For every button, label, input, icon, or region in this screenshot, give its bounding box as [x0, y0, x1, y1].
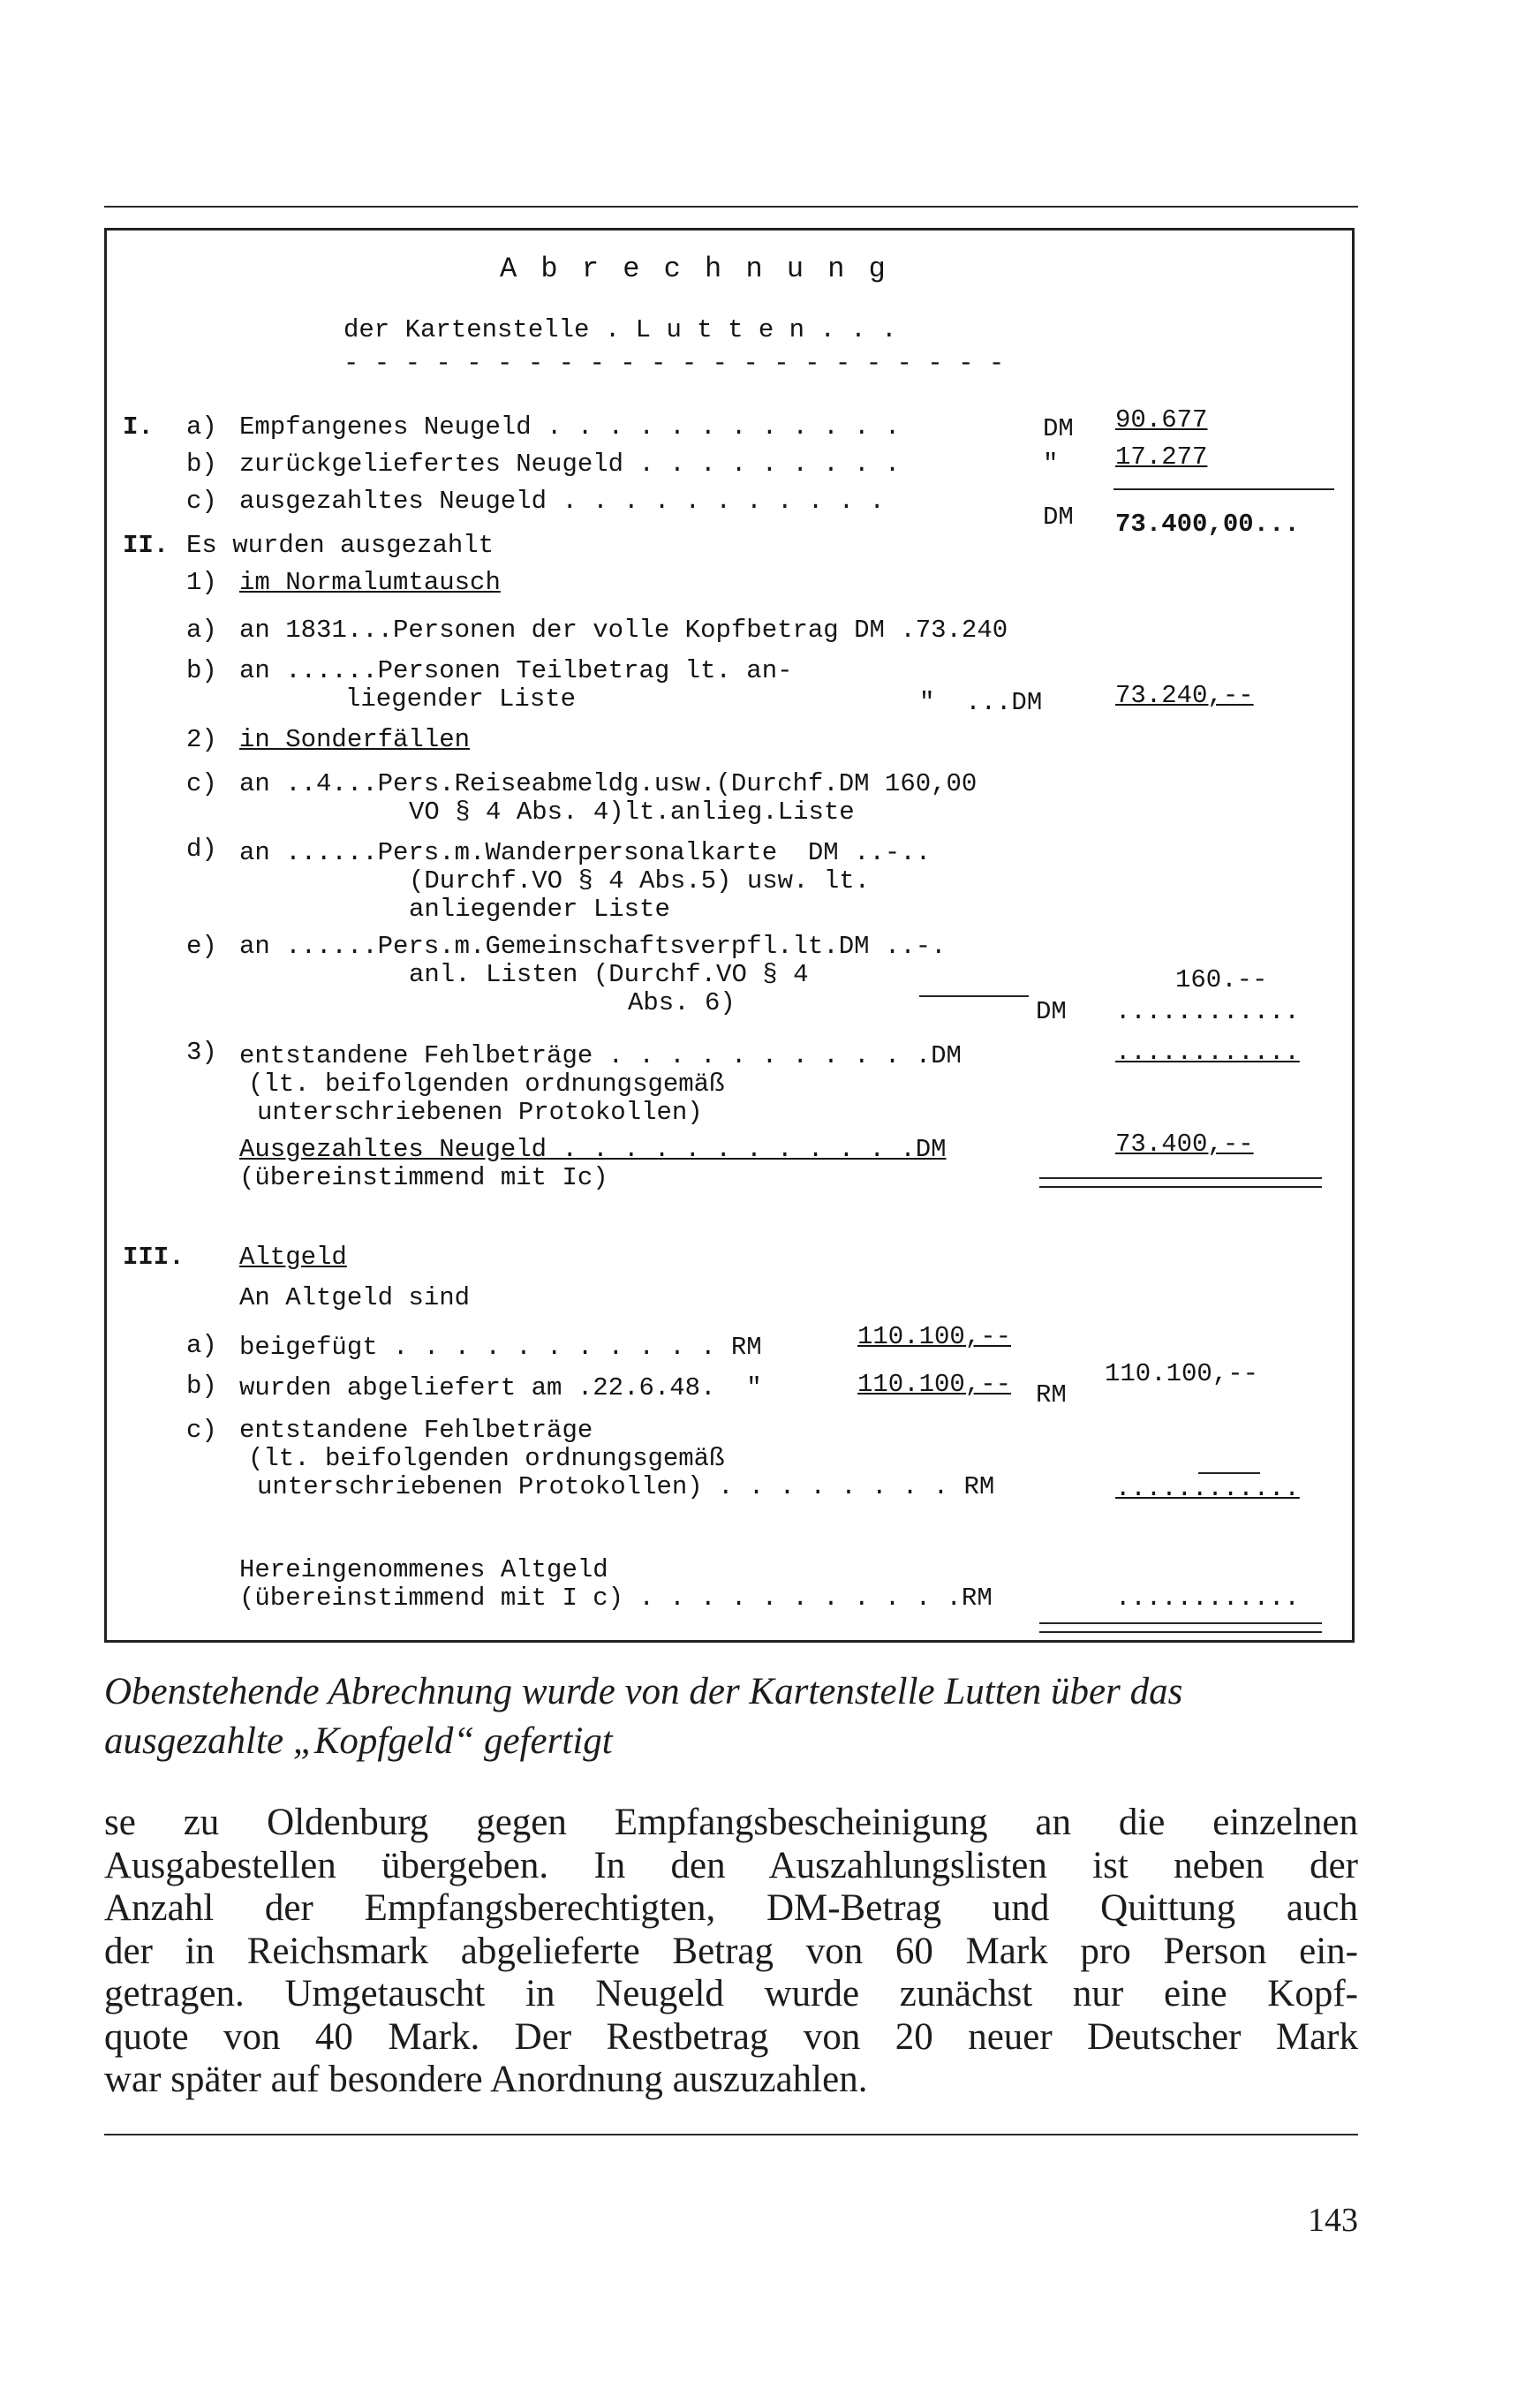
section-i-label: I. [123, 412, 154, 442]
item-text: beigefügt . . . . . . . . . . . RM [239, 1333, 762, 1362]
item-text: Empfangenes Neugeld . . . . . . . . . . . . [239, 412, 901, 442]
body-line: Ausgabestellen übergeben. In den Auszahlungslisten ist neben der [104, 1844, 1358, 1886]
currency-unit: DM [1043, 414, 1074, 443]
body-line: war später auf besondere Anordnung auszuzahlen. [104, 2059, 868, 2100]
amount: 90.677 [1115, 405, 1208, 435]
item-text: unterschriebenen Protokollen) [257, 1098, 703, 1127]
item-text: liegender Liste [345, 684, 577, 714]
body-line: der in Reichsmark abgelieferte Betrag von 60 Mark pro Person ein- [104, 1930, 1358, 1972]
item-text: (lt. beifolgenden ordnungsgemäß [248, 1444, 725, 1473]
top-rule [104, 206, 1358, 208]
amount: 110.100,-- [1105, 1359, 1259, 1388]
section-intro: Es wurden ausgezahlt [186, 531, 494, 560]
subsection-key: 2) [186, 725, 217, 754]
figure-caption: Obenstehende Abrechnung wurde von der Kartenstelle Lutten über das ausgezahlte „Kopfgeld“ gefertigt [104, 1671, 1183, 1762]
dot-leader: ............ [1115, 1038, 1300, 1067]
total-label: Ausgezahltes Neugeld . . . . . . . . . . . .DM [239, 1135, 947, 1164]
bottom-rule [104, 2134, 1358, 2135]
section-heading: Altgeld [239, 1243, 347, 1272]
double-rule [1039, 1177, 1322, 1188]
section-iii-label: III. [123, 1243, 185, 1272]
item-key: d) [186, 835, 217, 864]
amount: 17.277 [1115, 442, 1208, 472]
page-number: 143 [1308, 2202, 1358, 2239]
item-key: c) [186, 769, 217, 798]
item-key: a) [186, 412, 217, 442]
item-text: ausgezahltes Neugeld . . . . . . . . . . . [239, 487, 885, 516]
sum-rule [919, 995, 1029, 997]
subsection-key: 1) [186, 568, 217, 597]
dot-leader: ............ [1115, 1474, 1300, 1503]
item-key: b) [186, 450, 217, 479]
dot-leader: ............ [1115, 1584, 1300, 1613]
body-line: quote von 40 Mark. Der Restbetrag von 20 neuer Deutscher Mark [104, 2015, 1358, 2058]
item-text: Hereingenommenes Altgeld [239, 1555, 608, 1584]
item-text: anl. Listen (Durchf.VO § 4 [409, 960, 809, 989]
item-key: c) [186, 1416, 217, 1445]
item-text: anliegender Liste [409, 895, 670, 924]
dot-leader: ............ [1115, 997, 1300, 1026]
sum-rule [1113, 488, 1334, 490]
currency-unit: RM [1036, 1380, 1067, 1410]
body-line: Anzahl der Empfangsberechtigten, DM-Betrag und Quittung auch [104, 1887, 1358, 1929]
amount: 73.400,-- [1115, 1130, 1254, 1159]
item-text: entstandene Fehlbeträge . . . . . . . . . . .DM [239, 1041, 962, 1070]
item-text: VO § 4 Abs. 4)lt.anlieg.Liste [409, 797, 855, 827]
subsection-heading: im Normalumtausch [239, 568, 501, 597]
amount: 73.240,-- [1115, 681, 1254, 710]
currency-unit: " [1043, 450, 1059, 479]
section-ii-label: II. [123, 531, 170, 560]
item-key: c) [186, 487, 217, 516]
amount: 110.100,-- [857, 1322, 1012, 1351]
item-key: a) [186, 1331, 217, 1360]
item-text: (lt. beifolgenden ordnungsgemäß [248, 1070, 725, 1099]
item-key: b) [186, 656, 217, 685]
item-text: an ......Personen Teilbetrag lt. an- [239, 656, 793, 685]
body-line: se zu Oldenburg gegen Empfangsbescheinigung an die einzelnen [104, 1802, 1358, 1843]
amount: 110.100,-- [857, 1370, 1012, 1399]
currency-unit: DM [1036, 997, 1067, 1026]
item-text: (übereinstimmend mit Ic) [239, 1163, 608, 1192]
item-text: wurden abgeliefert am .22.6.48. " [239, 1373, 762, 1402]
amount: 73.400,00... [1115, 510, 1300, 539]
item-key: b) [186, 1372, 217, 1401]
item-text: (Durchf.VO § 4 Abs.5) usw. lt. [409, 866, 871, 896]
section-intro: An Altgeld sind [239, 1283, 471, 1312]
item-text: an ......Pers.m.Wanderpersonalkarte DM ..-.. [239, 838, 932, 867]
item-unit: " ...DM [919, 688, 1043, 717]
currency-unit: DM [1043, 503, 1074, 532]
item-text: an ......Pers.m.Gemeinschaftsverpfl.lt.DM ..-. [239, 932, 947, 961]
body-paragraph [104, 1802, 1358, 2102]
item-text: entstandene Fehlbeträge [239, 1416, 593, 1445]
statement-title: A b r e c h n u n g [500, 253, 889, 285]
item-text: zurückgeliefertes Neugeld . . . . . . . . . [239, 450, 901, 479]
statement-subtitle: der Kartenstelle . L u t t e n . . . [343, 315, 897, 344]
subsection-heading: in Sonderfällen [239, 725, 471, 754]
item-key: a) [186, 616, 217, 645]
subtitle-dash-rule: - - - - - - - - - - - - - - - - - - - - - - [343, 349, 1005, 378]
typewritten-statement [104, 228, 1355, 1643]
item-text: (übereinstimmend mit I c) . . . . . . . . . . .RM [239, 1584, 993, 1613]
item-text: Abs. 6) [628, 988, 736, 1017]
amount: 160.-- [1175, 965, 1268, 994]
body-line: getragen. Umgetauscht in Neugeld wurde zunächst nur eine Kopf- [104, 1973, 1358, 2014]
subsection-key: 3) [186, 1038, 217, 1067]
item-text: unterschriebenen Protokollen) . . . . . . . . RM [257, 1472, 995, 1501]
item-key: e) [186, 932, 217, 961]
item-text: an 1831...Personen der volle Kopfbetrag DM .73.240 [239, 616, 1008, 645]
double-rule [1039, 1622, 1322, 1633]
item-text: an ..4...Pers.Reiseabmeldg.usw.(Durchf.DM 160,00 [239, 769, 978, 798]
